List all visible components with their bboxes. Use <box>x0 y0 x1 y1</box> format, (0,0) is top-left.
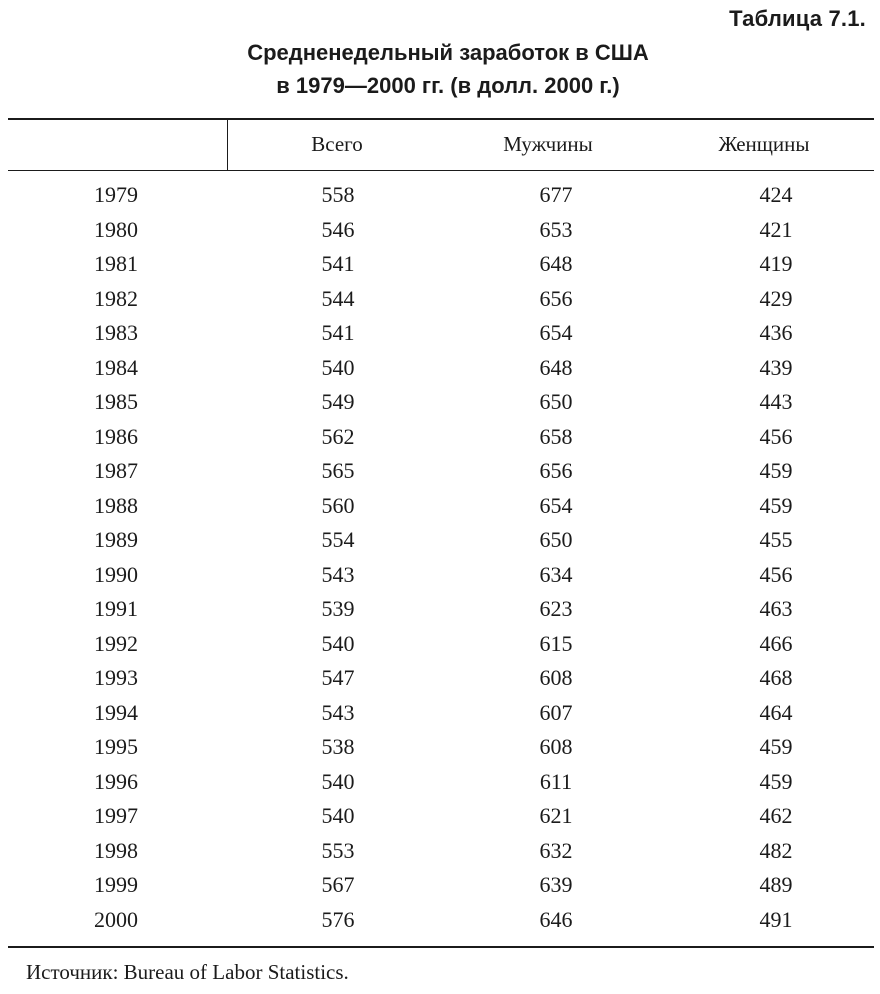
cell-total: 549 <box>321 389 355 414</box>
cell-women: 459 <box>759 492 793 518</box>
cell-year: 1989 <box>94 527 138 552</box>
table-number-label: Таблица 7.1. <box>729 6 866 31</box>
cell-men: 654 <box>539 492 573 518</box>
cell-women: 489 <box>759 872 793 897</box>
cell-year: 1991 <box>94 596 138 621</box>
table-row <box>8 732 874 767</box>
cell-men: 611 <box>539 768 573 794</box>
cell-year: 1988 <box>94 492 138 518</box>
header-total: Всего <box>311 132 363 156</box>
cell-men: 656 <box>539 285 573 311</box>
cell-women: 459 <box>759 768 793 794</box>
table-top-rule <box>8 118 874 120</box>
table-row <box>8 767 874 802</box>
cell-women: 456 <box>759 423 793 449</box>
cell-year: 1997 <box>94 803 138 828</box>
cell-women: 443 <box>759 389 793 414</box>
cell-total: 547 <box>321 665 355 690</box>
cell-women: 429 <box>759 285 793 311</box>
cell-women: 421 <box>759 216 793 242</box>
cell-total: 558 <box>321 182 355 207</box>
cell-year: 1986 <box>94 423 138 449</box>
cell-men: 639 <box>539 872 573 897</box>
cell-year: 1984 <box>94 354 138 380</box>
cell-women: 463 <box>759 596 793 621</box>
cell-total: 560 <box>321 492 355 518</box>
cell-total: 544 <box>321 285 355 311</box>
cell-men: 653 <box>539 216 573 242</box>
header-bottom-rule <box>8 170 874 171</box>
cell-men: 658 <box>539 423 573 449</box>
cell-men: 648 <box>539 251 573 276</box>
table-title-line-2: в 1979—2000 гг. (в долл. 2000 г.) <box>276 73 620 98</box>
table-bottom-rule <box>8 946 874 948</box>
cell-men: 608 <box>539 665 573 690</box>
table-row <box>8 801 874 836</box>
table-row <box>8 525 874 560</box>
cell-year: 1990 <box>94 561 138 587</box>
cell-men: 677 <box>539 182 573 207</box>
cell-total: 543 <box>321 699 355 725</box>
header-men: Мужчины <box>503 132 593 156</box>
cell-women: 491 <box>759 906 793 932</box>
cell-year: 2000 <box>94 906 138 932</box>
cell-year: 1999 <box>94 872 138 897</box>
table-row <box>8 629 874 664</box>
cell-year: 1995 <box>94 734 138 759</box>
table-row <box>8 698 874 733</box>
table-row <box>8 318 874 353</box>
cell-total: 538 <box>321 734 355 759</box>
table-row <box>8 663 874 698</box>
cell-total: 539 <box>321 596 355 621</box>
table-row <box>8 215 874 250</box>
cell-men: 656 <box>539 458 573 483</box>
table-row <box>8 284 874 319</box>
cell-year: 1993 <box>94 665 138 690</box>
cell-women: 419 <box>759 251 793 276</box>
cell-women: 462 <box>759 803 793 828</box>
table-row <box>8 387 874 422</box>
cell-men: 615 <box>539 630 573 656</box>
table-row <box>8 353 874 388</box>
table-row <box>8 249 874 284</box>
table-row <box>8 180 874 215</box>
table-body <box>8 180 874 939</box>
cell-year: 1998 <box>94 837 138 863</box>
table-row <box>8 594 874 629</box>
cell-year: 1987 <box>94 458 138 483</box>
cell-women: 459 <box>759 458 793 483</box>
table-row <box>8 491 874 526</box>
cell-total: 540 <box>321 768 355 794</box>
cell-year: 1994 <box>94 699 138 725</box>
cell-year: 1979 <box>94 182 138 207</box>
table-row <box>8 560 874 595</box>
cell-year: 1985 <box>94 389 138 414</box>
cell-women: 466 <box>759 630 793 656</box>
cell-men: 632 <box>539 837 573 863</box>
cell-women: 456 <box>759 561 793 587</box>
cell-year: 1996 <box>94 768 138 794</box>
header-column-divider <box>227 120 228 170</box>
cell-total: 567 <box>321 872 355 897</box>
header-women: Женщины <box>718 132 810 156</box>
cell-total: 540 <box>321 803 355 828</box>
table-row <box>8 422 874 457</box>
table-title-line-1: Средненедельный заработок в США <box>247 40 649 65</box>
cell-total: 541 <box>321 251 355 276</box>
cell-men: 623 <box>539 596 573 621</box>
cell-total: 553 <box>321 837 355 863</box>
cell-men: 648 <box>539 354 573 380</box>
source-note: Источник: Bureau of Labor Statistics. <box>26 960 349 984</box>
cell-men: 650 <box>539 389 573 414</box>
cell-women: 482 <box>759 837 793 863</box>
cell-men: 646 <box>539 906 573 932</box>
cell-total: 541 <box>321 320 355 345</box>
cell-total: 554 <box>321 527 355 552</box>
cell-women: 459 <box>759 734 793 759</box>
cell-men: 650 <box>539 527 573 552</box>
cell-women: 464 <box>759 699 793 725</box>
table-row <box>8 456 874 491</box>
cell-women: 455 <box>759 527 793 552</box>
cell-men: 654 <box>539 320 573 345</box>
cell-year: 1981 <box>94 251 138 276</box>
cell-year: 1982 <box>94 285 138 311</box>
cell-women: 424 <box>759 182 793 207</box>
cell-men: 634 <box>539 561 573 587</box>
cell-year: 1992 <box>94 630 138 656</box>
table-row <box>8 836 874 871</box>
table-row <box>8 870 874 905</box>
cell-total: 562 <box>321 423 355 449</box>
cell-women: 468 <box>759 665 793 690</box>
cell-men: 607 <box>539 699 573 725</box>
cell-total: 565 <box>321 458 355 483</box>
cell-total: 543 <box>321 561 355 587</box>
cell-women: 436 <box>759 320 793 345</box>
cell-total: 546 <box>321 216 355 242</box>
cell-total: 540 <box>321 630 355 656</box>
cell-men: 621 <box>539 803 573 828</box>
cell-year: 1983 <box>94 320 138 345</box>
cell-total: 576 <box>321 906 355 932</box>
cell-women: 439 <box>759 354 793 380</box>
cell-men: 608 <box>539 734 573 759</box>
cell-total: 540 <box>321 354 355 380</box>
table-row <box>8 905 874 940</box>
cell-year: 1980 <box>94 216 138 242</box>
